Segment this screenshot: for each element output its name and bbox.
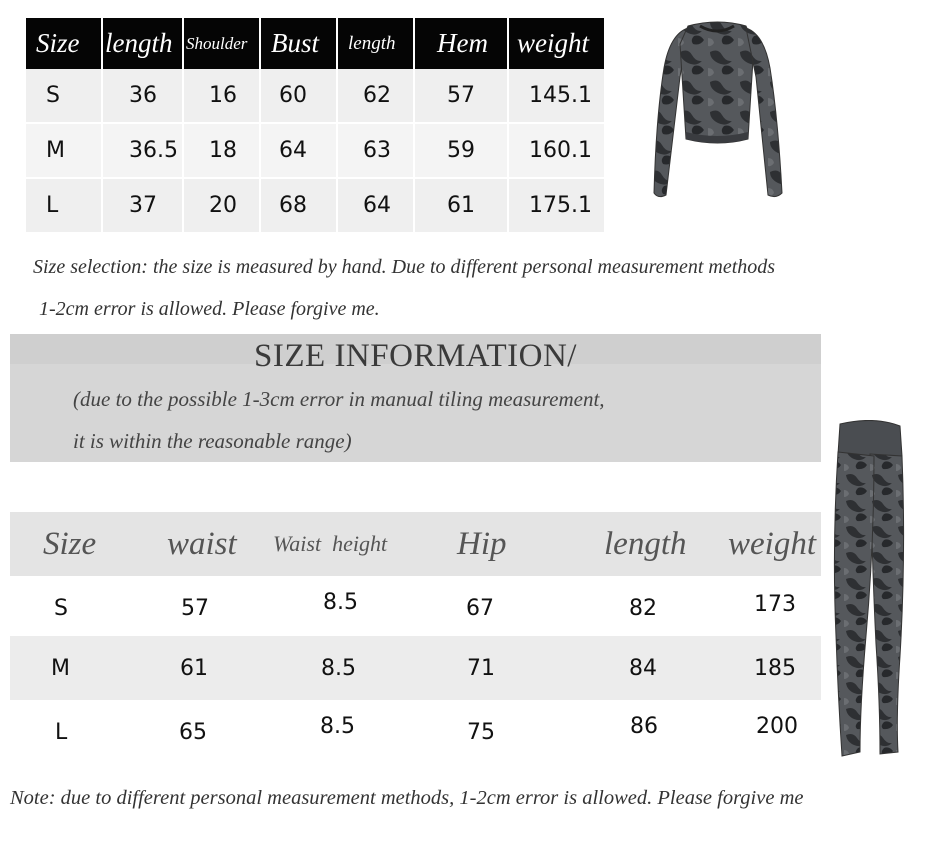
cell-length-2: 64 <box>338 179 413 234</box>
cell-weight: 185 <box>754 655 796 681</box>
header-weight: weight <box>509 18 604 69</box>
cell-weight: 200 <box>756 713 798 739</box>
cell-size: L <box>26 179 101 234</box>
table-row <box>10 636 821 700</box>
table-row <box>10 576 821 640</box>
cell-size: S <box>26 69 101 124</box>
cell-size: L <box>55 719 68 745</box>
table-row <box>10 700 821 764</box>
size-information-title: SIZE INFORMATION/ <box>254 338 577 374</box>
cell-shoulder: 16 <box>184 69 259 124</box>
cell-weight: 160.1 <box>509 124 604 179</box>
cell-length: 37 <box>103 179 182 234</box>
table-row <box>26 179 604 234</box>
cell-length: 36 <box>103 69 182 124</box>
cell-length-2: 63 <box>338 124 413 179</box>
bottom-table-header-row <box>10 512 821 576</box>
header-weight: weight <box>728 525 816 562</box>
cell-waist: 65 <box>179 719 207 745</box>
cell-size: M <box>26 124 101 179</box>
cell-waist: 57 <box>181 595 209 621</box>
size-selection-note-line1: Size selection: the size is measured by hand. Due to different personal measurement methods <box>33 256 776 278</box>
cell-length: 86 <box>630 713 658 739</box>
cell-length: 36.5 <box>103 124 182 179</box>
header-length-2: length <box>338 18 413 69</box>
cell-hip: 71 <box>467 655 495 681</box>
size-information-box <box>10 334 821 462</box>
cell-waist-height: 8.5 <box>320 713 355 739</box>
leggings-image <box>818 420 908 760</box>
header-length: length <box>103 18 182 69</box>
table-row <box>26 124 604 179</box>
header-waist-height: Waist height <box>273 531 388 556</box>
cell-bust: 68 <box>261 179 336 234</box>
crop-top-image <box>648 18 788 202</box>
header-hem: Hem <box>415 18 507 69</box>
cell-shoulder: 20 <box>184 179 259 234</box>
header-hip: Hip <box>457 525 507 562</box>
size-information-line2: it is within the reasonable range) <box>73 429 352 453</box>
cell-hem: 57 <box>415 69 507 124</box>
header-size: Size <box>43 525 97 562</box>
top-size-table <box>24 18 606 234</box>
cell-length: 82 <box>629 595 657 621</box>
cell-length: 84 <box>629 655 657 681</box>
cell-shoulder: 18 <box>184 124 259 179</box>
header-bust: Bust <box>261 18 336 69</box>
size-selection-note-line2: 1-2cm error is allowed. Please forgive me. <box>39 298 380 320</box>
cell-hip: 75 <box>467 719 495 745</box>
cell-bust: 64 <box>261 124 336 179</box>
header-shoulder: Shoulder <box>184 18 259 69</box>
cell-waist-height: 8.5 <box>323 589 358 615</box>
bottom-note: Note: due to different personal measurement methods, 1-2cm error is allowed. Please forgive me <box>10 787 804 809</box>
cell-length-2: 62 <box>338 69 413 124</box>
header-size: Size <box>26 18 101 69</box>
header-length: length <box>604 525 687 562</box>
table-row <box>26 69 604 124</box>
header-waist: waist <box>167 525 237 562</box>
cell-size: M <box>51 655 70 681</box>
cell-waist-height: 8.5 <box>321 655 356 681</box>
cell-weight: 145.1 <box>509 69 604 124</box>
cell-size: S <box>54 595 68 621</box>
cell-weight: 173 <box>754 591 796 617</box>
cell-weight: 175.1 <box>509 179 604 234</box>
size-information-line1: (due to the possible 1-3cm error in manual tiling measurement, <box>73 387 605 411</box>
cell-hem: 59 <box>415 124 507 179</box>
cell-hem: 61 <box>415 179 507 234</box>
cell-bust: 60 <box>261 69 336 124</box>
top-table-header-row <box>26 18 604 69</box>
cell-waist: 61 <box>180 655 208 681</box>
cell-hip: 67 <box>466 595 494 621</box>
